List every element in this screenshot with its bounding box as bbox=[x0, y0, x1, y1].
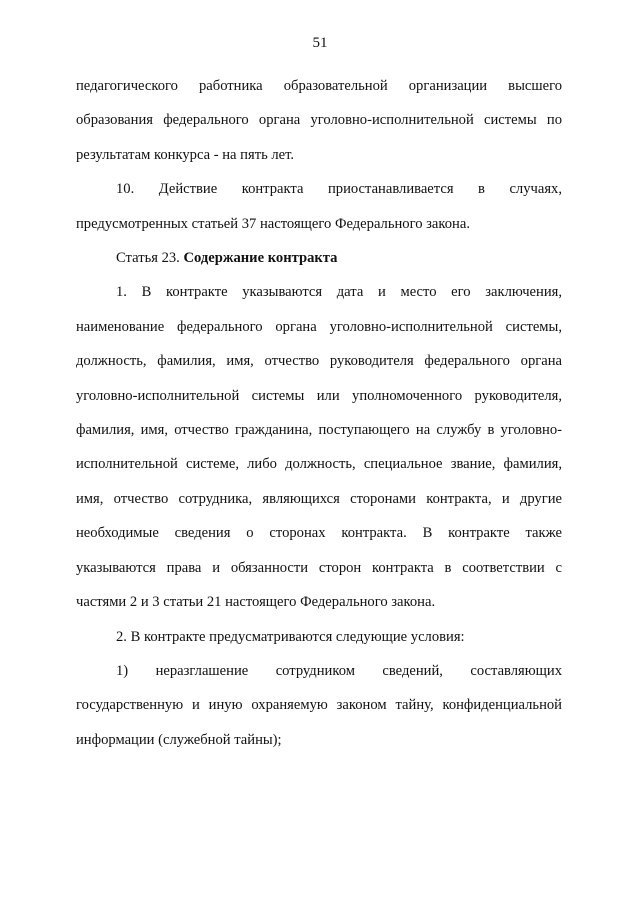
text-line: 1. В контракте указываются дата и место его заключения, bbox=[116, 284, 562, 301]
text-line: 10. Действие контракта приостанавливается в случаях, bbox=[116, 181, 562, 198]
text-line: необходимые сведения о сторонах контракта. В контракте также bbox=[76, 525, 562, 542]
text-line: государственную и иную охраняемую законом тайну, конфиденциальной bbox=[76, 697, 562, 714]
document-body bbox=[76, 69, 562, 757]
text-line: фамилия, имя, отчество гражданина, поступающего на службу в уголовно- bbox=[76, 422, 562, 439]
text-line: педагогического работника образовательной организации высшего bbox=[76, 78, 562, 94]
page-number: 51 bbox=[312, 35, 328, 51]
text-line: должность, фамилия, имя, отчество руководителя федерального органа bbox=[76, 353, 562, 370]
text-line: информации (служебной тайны); bbox=[76, 731, 282, 748]
text-line: исполнительной системе, либо должность, специальное звание, фамилия, bbox=[76, 456, 562, 473]
paragraph-item-10 bbox=[76, 172, 562, 241]
text-line: имя, отчество сотрудника, являющихся сторонами контракта, и другие bbox=[76, 490, 562, 507]
paragraph-condition-1 bbox=[76, 654, 562, 757]
article-heading bbox=[76, 241, 562, 275]
article-title: Содержание контракта bbox=[183, 250, 338, 267]
text-line: наименование федерального органа уголовно-исполнительной системы, bbox=[76, 318, 562, 335]
text-line: 2. В контракте предусматриваются следующие условия: bbox=[116, 628, 465, 645]
paragraph-part-1 bbox=[76, 275, 562, 619]
text-line: указываются права и обязанности сторон контракта в соответствии с bbox=[76, 559, 562, 576]
text-line: частями 2 и 3 статьи 21 настоящего Федерального закона. bbox=[76, 594, 436, 611]
article-number: Статья 23. bbox=[116, 250, 180, 267]
paragraph-part-2 bbox=[76, 620, 562, 654]
text-line: уголовно-исполнительной системы или уполномоченного руководителя, bbox=[76, 387, 562, 404]
paragraph-continuation bbox=[76, 69, 562, 172]
text-line: 1) неразглашение сотрудником сведений, составляющих bbox=[116, 662, 562, 679]
text-line: предусмотренных статьей 37 настоящего Федерального закона. bbox=[76, 215, 470, 232]
text-line: образования федерального органа уголовно-исполнительной системы по bbox=[76, 112, 562, 129]
text-line: результатам конкурса - на пять лет. bbox=[76, 146, 295, 163]
